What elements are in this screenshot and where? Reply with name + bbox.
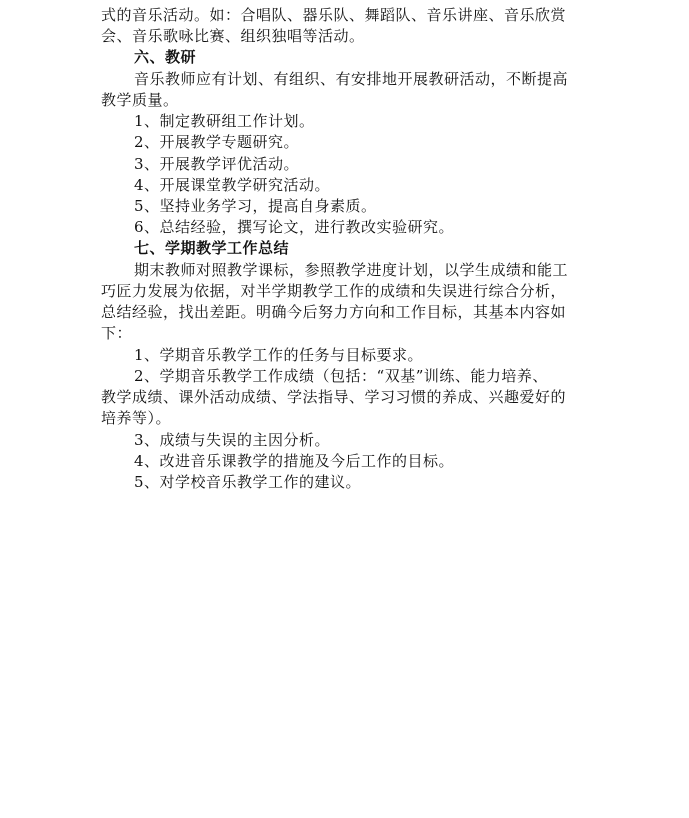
body-text-line: 巧匠力发展为依据，对半学期教学工作的成绩和失误进行综合分析， bbox=[101, 282, 567, 300]
list-item: 5、坚持业务学习，提高自身素质。 bbox=[134, 197, 377, 215]
list-item: 4、改进音乐课教学的措施及今后工作的目标。 bbox=[134, 452, 455, 470]
list-item: 3、开展教学评优活动。 bbox=[134, 155, 300, 173]
section-heading-summary: 七、学期教学工作总结 bbox=[134, 239, 290, 257]
list-item: 6、总结经验，撰写论文，进行教改实验研究。 bbox=[134, 218, 455, 236]
list-item: 1、学期音乐教学工作的任务与目标要求。 bbox=[134, 346, 424, 364]
body-text-line: 式的音乐活动。如：合唱队、器乐队、舞蹈队、音乐讲座、音乐欣赏 bbox=[101, 6, 567, 24]
body-text-line: 期末教师对照教学课标，参照教学进度计划，以学生成绩和能工 bbox=[134, 261, 569, 279]
list-item: 1、制定教研组工作计划。 bbox=[134, 112, 315, 130]
list-item: 3、成绩与失误的主因分析。 bbox=[134, 431, 331, 449]
section-heading-research: 六、教研 bbox=[134, 48, 197, 66]
body-text-line: 教学质量。 bbox=[101, 91, 179, 109]
body-text-line: 总结经验，找出差距。明确今后努力方向和工作目标，其基本内容如 bbox=[101, 303, 567, 321]
list-item: 4、开展课堂教学研究活动。 bbox=[134, 176, 331, 194]
list-item: 5、对学校音乐教学工作的建议。 bbox=[134, 473, 362, 491]
body-text-line: 培养等）。 bbox=[101, 409, 172, 427]
list-item: 2、开展教学专题研究。 bbox=[134, 133, 300, 151]
body-text-line: 音乐教师应有计划、有组织、有安排地开展教研活动，不断提高 bbox=[134, 70, 569, 88]
body-text-line: 会、音乐歌咏比赛、组织独唱等活动。 bbox=[101, 27, 365, 45]
body-text-line: 教学成绩、课外活动成绩、学法指导、学习习惯的养成、兴趣爱好的 bbox=[101, 388, 567, 406]
body-text-line: 下： bbox=[101, 324, 133, 342]
list-item: 2、学期音乐教学工作成绩（包括：“双基”训练、能力培养、 bbox=[134, 367, 548, 385]
